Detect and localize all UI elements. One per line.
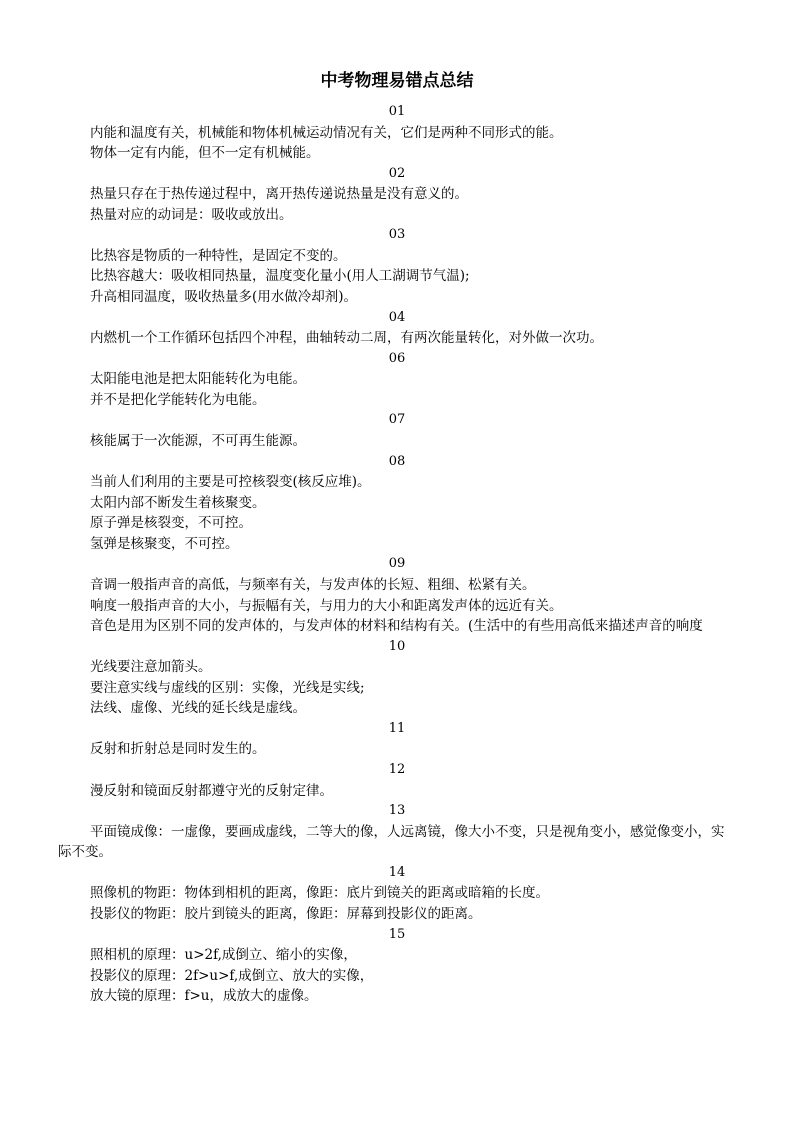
body-line: 氢弹是核聚变，不可控。: [90, 535, 239, 552]
body-line: 反射和折射总是同时发生的。: [90, 741, 266, 758]
section-12: [58, 760, 736, 801]
section-number: 06: [388, 350, 406, 366]
section-09: [58, 554, 736, 636]
section-04: [58, 308, 736, 349]
section-number: 11: [388, 720, 406, 736]
section-13: [58, 801, 736, 863]
section-06: [58, 349, 736, 411]
section-number: 02: [388, 165, 406, 181]
body-line: 并不是把化学能转化为电能。: [90, 391, 266, 408]
section-10: [58, 637, 736, 719]
body-line: 平面镜成像：一虚像，要画成虚线，二等大的像，人远离镜，像大小不变，只是视角变小，感觉像变小，实际不变。: [58, 823, 725, 861]
section-number: 08: [388, 453, 406, 469]
body-line: 热量对应的动词是：吸收或放出。: [90, 206, 293, 223]
body-line: 照像机的物距：物体到相机的距离，像距：底片到镜关的距离或暗箱的长度。: [90, 885, 549, 902]
body-line: 法线、虚像、光线的延长线是虚线。: [90, 700, 306, 717]
body-line: 投影仪的原理：2f>u>f,成倒立、放大的实像，: [90, 967, 374, 984]
sections-container: [58, 102, 736, 1007]
body-line: 音色是用为区别不同的发声体的，与发声体的材料和结构有关。(生活中的有些用高低来描述声音的响度: [90, 618, 703, 635]
body-line: 原子弹是核裂变，不可控。: [90, 515, 252, 532]
body-line: 内能和温度有关，机械能和物体机械运动情况有关，它们是两种不同形式的能。: [90, 124, 563, 141]
section-number: 13: [388, 803, 406, 819]
section-15: [58, 925, 736, 1007]
body-line: 当前人们利用的主要是可控核裂变(核反应堆)。: [90, 474, 371, 491]
body-line: 热量只存在于热传递过程中，离开热传递说热量是没有意义的。: [90, 186, 468, 203]
section-number: 01: [388, 104, 406, 119]
body-line: 比热容越大：吸收相同热量，温度变化量小(用人工湖调节气温);: [90, 268, 470, 285]
body-line: 响度一般指声音的大小，与振幅有关，与用力的大小和距离发声体的远近有关。: [90, 597, 563, 614]
body-line: 音调一般指声音的高低，与频率有关，与发声体的长短、粗细、松紧有关。: [90, 576, 536, 593]
body-line: 内燃机一个工作循环包括四个冲程，曲轴转动二周，有两次能量转化，对外做一次功。: [90, 330, 603, 347]
section-08: [58, 452, 736, 555]
body-line: 核能属于一次能源，不可再生能源。: [90, 432, 306, 449]
section-number: 09: [388, 556, 406, 572]
body-line: 放大镜的原理：f>u，成放大的虚像。: [90, 988, 318, 1005]
section-number: 10: [388, 638, 406, 654]
body-line: 投影仪的物距：胶片到镜头的距离，像距：屏幕到投影仪的距离。: [90, 905, 482, 922]
section-14: [58, 863, 736, 925]
section-07: [58, 410, 736, 451]
section-number: 03: [388, 227, 406, 243]
section-01: [58, 102, 736, 164]
section-number: 04: [388, 309, 406, 325]
section-number: 12: [388, 762, 406, 778]
body-line: 光线要注意加箭头。: [90, 659, 212, 676]
section-number: 15: [388, 926, 406, 942]
section-number: 07: [388, 412, 406, 428]
section-02: [58, 164, 736, 226]
body-line: 漫反射和镜面反射都遵守光的反射定律。: [90, 782, 333, 799]
section-03: [58, 225, 736, 307]
body-line: 物体一定有内能，但不一定有机械能。: [90, 145, 320, 162]
page-title: 中考物理易错点总结: [320, 71, 474, 91]
body-line: 照相机的原理：u>2f,成倒立、缩小的实像，: [90, 947, 357, 964]
body-line: 太阳内部不断发生着核聚变。: [90, 494, 266, 511]
section-11: [58, 719, 736, 760]
section-number: 14: [388, 864, 406, 880]
body-line: 太阳能电池是把太阳能转化为电能。: [90, 371, 306, 388]
body-line: 比热容是物质的一种特性，是固定不变的。: [90, 247, 347, 264]
body-line: 要注意实线与虚线的区别：实像，光线是实线;: [90, 679, 365, 696]
body-line: 升高相同温度，吸收热量多(用水做冷却剂)。: [90, 289, 358, 306]
